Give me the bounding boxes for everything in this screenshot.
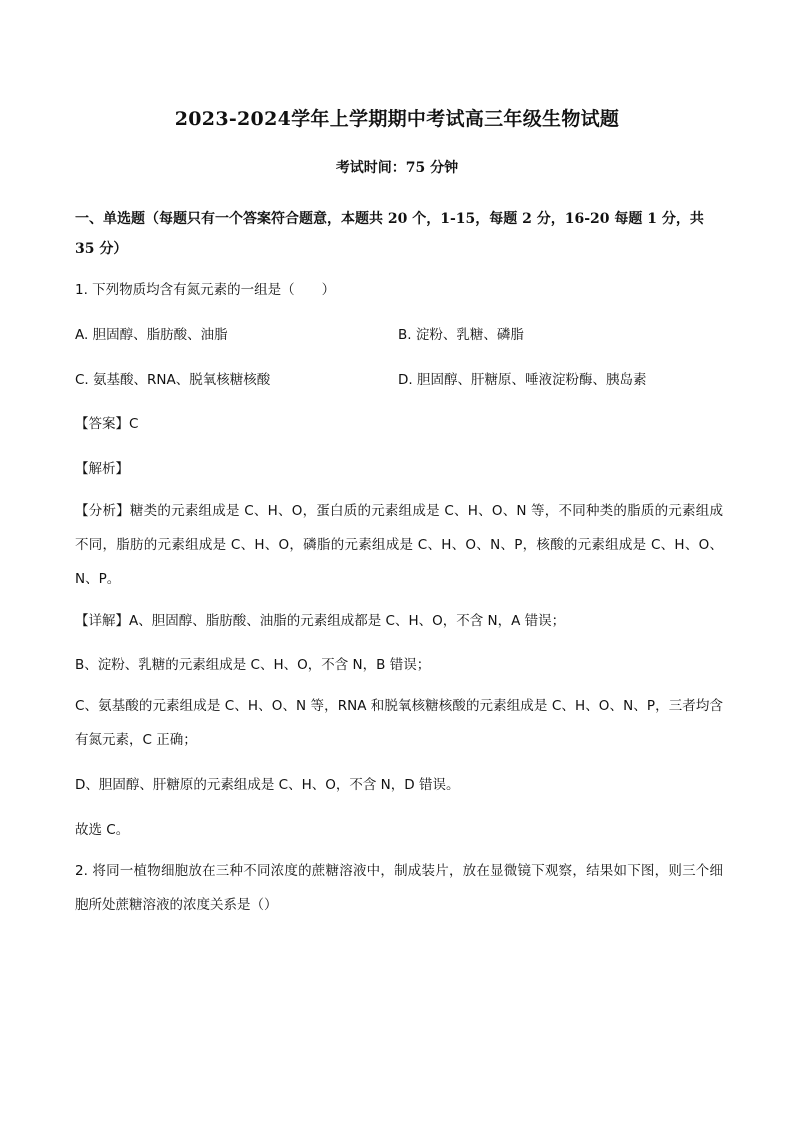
conclusion: 故选 C。 — [75, 822, 130, 838]
detail-a: 【详解】A、胆固醇、脂肪酸、油脂的元素组成都是 C、H、O，不含 N，A 错误； — [75, 613, 566, 629]
section-heading: 一、单选题（每题只有一个答案符合题意，本题共 20 个，1-15，每题 2 分，16-20 每题 1 分，共 35 分） — [75, 211, 704, 257]
question-1-option-c: C. 氨基酸、RNA、脱氧核糖核酸 — [75, 372, 271, 388]
question-1-option-d: D. 胆固醇、肝糖原、唾液淀粉酶、胰岛素 — [398, 372, 647, 388]
analysis-heading: 【解析】 — [75, 461, 129, 477]
detail-c: C、氨基酸的元素组成是 C、H、O、N 等，RNA 和脱氧核糖核酸的元素组成是 C、H、O、N、P，三者均含有氮元素，C 正确； — [75, 698, 723, 748]
page-title: 2023-2024学年上学期期中考试高三年级生物试题 — [174, 108, 620, 130]
detail-b: B、淀粉、乳糖的元素组成是 C、H、O，不含 N，B 错误； — [75, 657, 431, 673]
detail-d: D、胆固醇、肝糖原的元素组成是 C、H、O，不含 N，D 错误。 — [75, 777, 460, 793]
answer-line: 【答案】C — [75, 416, 139, 432]
question-1-option-a: A. 胆固醇、脂肪酸、油脂 — [75, 327, 228, 343]
exam-time: 考试时间：75 分钟 — [335, 160, 459, 176]
question-2-stem: 2. 将同一植物细胞放在三种不同浓度的蔗糖溶液中，制成装片，放在显微镜下观察，结果如下图，则三个细胞所处蔗糖溶液的浓度关系是（） — [75, 863, 723, 913]
question-1-stem: 1. 下列物质均含有氮元素的一组是（ ） — [75, 282, 336, 298]
analysis-paragraph: 【分析】糖类的元素组成是 C、H、O，蛋白质的元素组成是 C、H、O、N 等，不同种类的脂质的元素组成不同，脂肪的元素组成是 C、H、O，磷脂的元素组成是 C、H、O、N、P，核酸的元素组成是 C、H、O、N、P。 — [75, 503, 723, 587]
question-1-option-b: B. 淀粉、乳糖、磷脂 — [398, 327, 524, 343]
